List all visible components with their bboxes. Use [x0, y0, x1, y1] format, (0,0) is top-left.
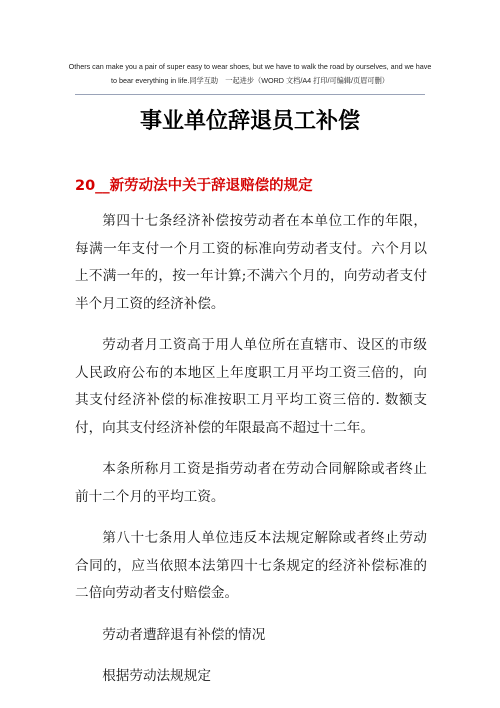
paragraph-article-47: 第四十七条经济补偿按劳动者在本单位工作的年限，每满一年支付一个月工资的标准向劳动者支付。六个月以上不满一年的，按一年计算;不满六个月的，向劳动者支付半个月工资的经济补偿。 [75, 213, 427, 312]
page-header [60, 60, 440, 88]
header-note-line: to bear everything in life.同学互助 一起进步（WORD 文档/A4 打印/可编辑/页眉可删） [111, 76, 389, 85]
document-title: 事业单位辞退员工补偿 [139, 109, 360, 134]
paragraph-salary-cap: 劳动者月工资高于用人单位所在直辖市、设区的市级人民政府公布的本地区上年度职工月平均工资三倍的，向其支付经济补偿的标准按职工月平均工资三倍的. 数额支付，向其支付经济补偿的年限最高不超过十二年。 [75, 337, 427, 436]
header-quote-line: Others can make you a pair of super easy to wear shoes, but we have to walk the road by ourselves, and we have [68, 62, 432, 71]
document-body [75, 208, 427, 705]
section-heading: 20__新劳动法中关于辞退赔偿的规定 [75, 178, 313, 194]
paragraph-article-87: 第八十七条用人单位违反本法规定解除或者终止劳动合同的，应当依照本法第四十七条规定的经济补偿标准的二倍向劳动者支付赔偿金。 [75, 530, 427, 601]
paragraph-compensation-cases: 劳动者遭辞退有补偿的情况 [102, 626, 266, 643]
paragraph-labor-law-basis: 根据劳动法规规定 [102, 668, 211, 684]
paragraph-monthly-wage-definition: 本条所称月工资是指劳动者在劳动合同解除或者终止前十二个月的平均工资。 [75, 461, 427, 505]
header-divider [75, 94, 425, 95]
